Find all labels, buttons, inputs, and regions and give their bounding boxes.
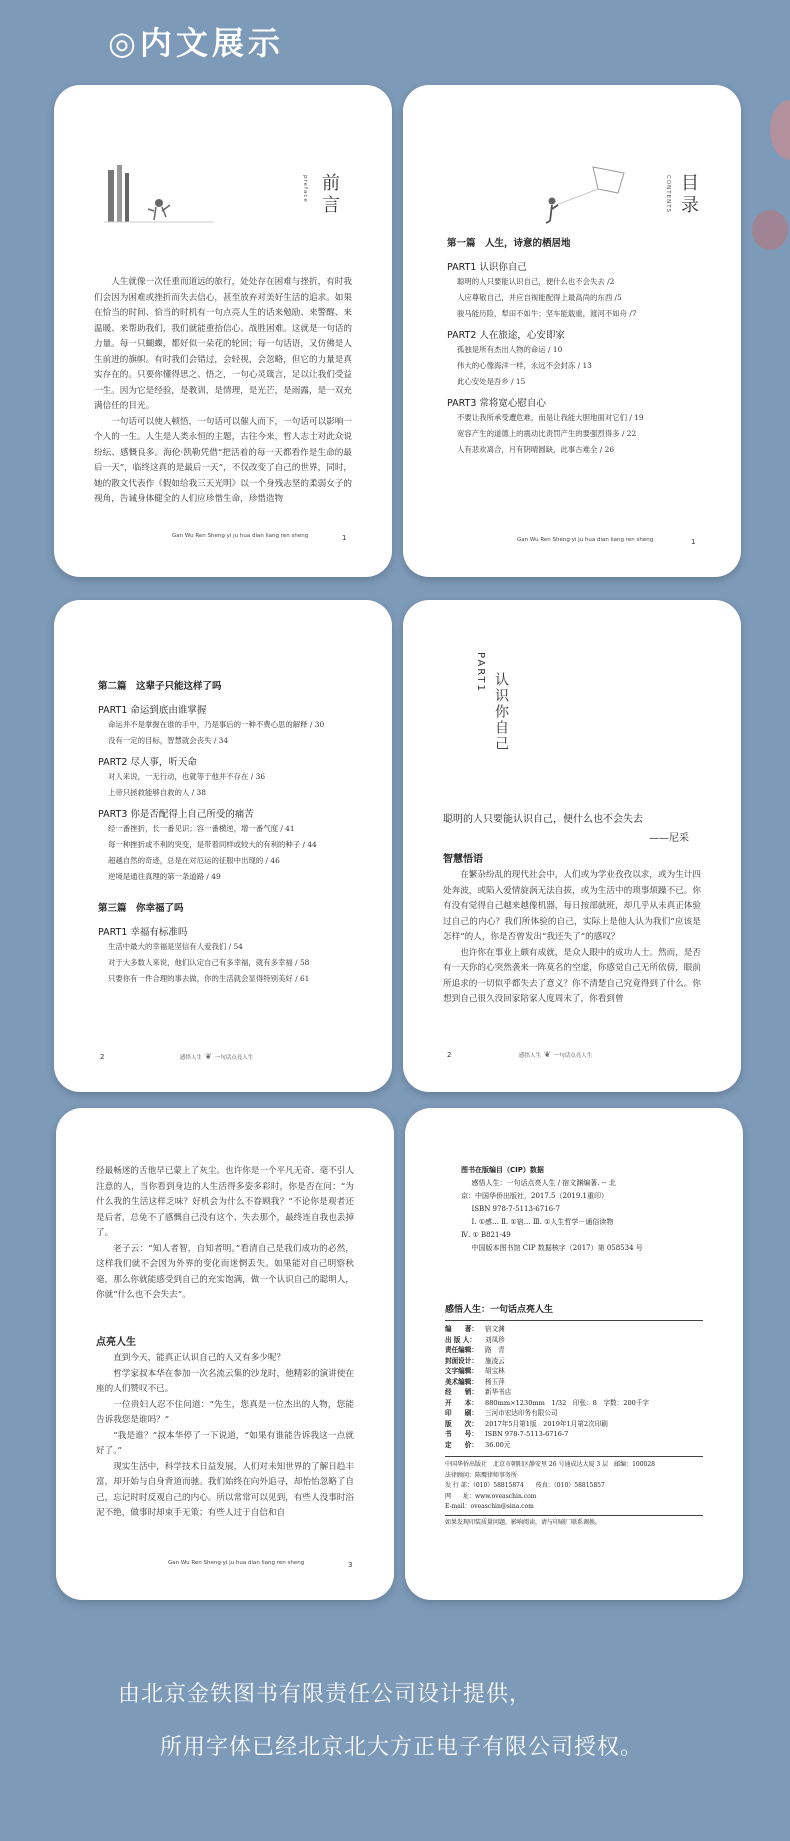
toc-part-2[interactable]: PART2 尽人事，听天命 — [98, 757, 197, 768]
details-value: 胡宝林 — [485, 1367, 505, 1375]
details-row — [445, 1324, 705, 1335]
footer-left-part: Gan Wu Ren Sheng·yi ju hua dian liang ren sheng — [172, 533, 309, 539]
divider — [445, 1456, 703, 1457]
toc-item[interactable]: 逆境是通往真理的第一条道路 / 49 — [108, 872, 221, 881]
details-value: 宿文渊 — [485, 1325, 505, 1333]
footer-right-part: 一句话点亮人生 — [553, 1053, 593, 1059]
details-key: 书 号： — [445, 1430, 478, 1438]
preface-title-en: preface — [302, 175, 308, 203]
details-key: 定 价： — [445, 1440, 478, 1449]
chapter-quote: 聪明的人只要能认识自己，便什么也不会失去 — [443, 814, 643, 825]
chapter-body — [443, 868, 701, 1008]
page-body-text — [56, 1108, 394, 1600]
preface-title: 前言 — [319, 173, 340, 217]
page-footer-text — [168, 1560, 304, 1566]
toc-item[interactable]: 生活中最大的幸福是坚信有人爱我们 / 54 — [108, 942, 243, 951]
details-value: 36.00元 — [485, 1440, 511, 1449]
page-footer-text — [519, 1050, 592, 1059]
toc-item[interactable]: 经一番挫折，长一番见识；容一番横逆，增一番气度 / 41 — [108, 824, 295, 833]
page-preface — [54, 85, 392, 577]
details-key: 版 次： — [445, 1419, 478, 1428]
preface-paragraph-2: 一句话可以使人顿悟，一句话可以催人而下，一句话可以影响一个人的一生。人生是人类永恒的主题，古往今来，哲人志士对此众说纷纭、感慨良多。海伦·凯勒凭借“把活着的每一天都看作是生命的最后一天”，临终这真的是最后一天”，不仅改变了自己的世界，同时，她的散文代表作《假如给我三天光明》以一个身残志坚的柔弱女子的视角，告诫身体健全的人们应珍惜生命，珍惜造物 — [94, 416, 353, 504]
details-value: 路 青 — [485, 1346, 505, 1354]
page-number: 1 — [691, 538, 696, 546]
cip-line: ISBN 978-7-5113-6716-7 — [471, 1205, 560, 1213]
body-paragraph: 现实生活中，科学技术日益发展，人们对未知世界的了解日趋丰富，却开始与自身背道而驰。我们始终在向外追寻，却怡怡忽略了自己，忘记时时反观自己的内心。所以常常可以见到，有些人没事时浴泥不绝，做事时却束手无策；有些人过于自信和自 — [96, 1461, 354, 1518]
toc-item[interactable]: 骏马能历险，犁田不如牛；坚车能载重，渡河不如舟 /7 — [457, 309, 637, 318]
trees-illustration-icon — [104, 165, 214, 225]
toc-item[interactable]: 人应尊敬自己，并应自视能配得上最高尚的东西 /5 — [457, 293, 622, 302]
footer-right-part: 一句话点亮人生 — [214, 1055, 254, 1061]
toc-item[interactable]: 宽容产生的道德上的震动比责罚产生的要强烈得多 / 22 — [457, 429, 637, 438]
toc-item[interactable]: 孤独是所有杰出人物的命运 / 10 — [457, 345, 563, 354]
kite-figure-illustration-icon — [538, 165, 628, 225]
details-key: 编 著： — [445, 1325, 478, 1333]
chapter-title: 认识你自己 — [493, 672, 509, 752]
page-number: 1 — [342, 534, 347, 542]
page-header-title: ◎内文展示 — [108, 24, 284, 62]
cip-line: Ⅰ. ①感… Ⅱ. ①宿… Ⅲ. ①人生哲学－通俗读物 — [471, 1218, 614, 1226]
details-key: 出 版 人： — [445, 1335, 476, 1344]
toc-part-1[interactable]: PART1 幸福有标准吗 — [98, 927, 188, 938]
body-paragraph: “我是谁？”叔本华停了一下说道，“如果有谁能告诉我这一点就好了。” — [96, 1430, 354, 1456]
toc-item[interactable]: 不要让我所承受遭危难，而是让我能大胆地面对它们 / 19 — [457, 413, 644, 422]
page-number: 2 — [447, 1051, 452, 1059]
toc-item[interactable]: 对人来说，一无行动，也就等于他并不存在 / 36 — [108, 772, 266, 781]
credit-line-1: 由北京金铁图书有限责任公司设计提供， — [118, 1682, 533, 1707]
preface-body — [94, 275, 352, 508]
details-row — [445, 1345, 705, 1356]
toc-item[interactable]: 伟大的心像海洋一样，永远不会封冻 / 13 — [457, 361, 592, 370]
cip-line: 感悟人生：一句话点亮人生 / 宿文渊编著. -- 北 — [471, 1179, 616, 1187]
body-paragraph-1: 在繁杂纷乱的现代社会中，人们或为学业孜孜以求，或为生计四处奔波，或陷入爱情旋涡无法自拔，或为生活中的琐事烦躁不已。你有没有觉得自己越来越像机器，每日按部就班，却几乎从未真正体验过自己的内心？我们所体验的自己，实际上是他人认为我们“应该是怎样”的人，你是否曾发出“我还失了”的感叹？ — [443, 870, 701, 942]
cip-title: 图书在版编目（CIP）数据 — [461, 1166, 544, 1174]
decorative-blob-top — [770, 100, 790, 160]
quality-notice: 如果发现印装质量问题，影响阅读，请与印刷厂联系调换。 — [445, 1519, 602, 1526]
page-number: 3 — [348, 1561, 353, 1569]
toc-part-1[interactable]: PART1 认识你自己 — [447, 262, 527, 273]
details-row — [445, 1377, 705, 1388]
toc-list — [447, 235, 717, 461]
toc-part-3[interactable]: PART3 常将宽心慰自心 — [447, 398, 546, 409]
section-heading: 点亮人生 — [96, 1337, 136, 1348]
details-row — [445, 1419, 705, 1430]
details-row — [445, 1408, 705, 1419]
details-key: 文字编辑： — [445, 1367, 478, 1375]
details-row — [445, 1387, 705, 1398]
details-value: 施凌云 — [485, 1356, 505, 1365]
section-heading: 智慧悟语 — [443, 854, 483, 865]
details-key: 美术编辑： — [445, 1377, 478, 1386]
toc-chapter-3[interactable]: 第三篇 你幸福了吗 — [98, 903, 184, 914]
fleuron-icon: ❦ — [205, 1052, 212, 1061]
details-value: 新华书店 — [485, 1388, 512, 1396]
toc-chapter-1[interactable]: 第一篇 人生，诗意的栖居地 — [447, 238, 571, 249]
contents-title: 目录 — [678, 173, 699, 217]
details-value: 刘凤珍 — [485, 1335, 505, 1344]
cip-line: 中国版本图书馆 CIP 数据核字（2017）第 058534 号 — [471, 1244, 643, 1252]
toc-item[interactable]: 命运并不是掌握在谁的手中，乃是事后的一种不费心思的解释 / 30 — [108, 720, 325, 729]
details-value: ISBN 978-7-5113-6716-7 — [485, 1430, 569, 1438]
website: 网 址：www.oveaschin.com — [445, 1492, 537, 1500]
toc-item[interactable]: 每一种挫折或不利的突变，是带着同样或较大的有利的种子 / 44 — [108, 840, 317, 849]
cip-line: Ⅳ. ① B821-49 — [461, 1231, 511, 1239]
footer-left-part: 感悟人生 — [519, 1053, 542, 1059]
details-value: 880mm×1230mm 1/32 印张：8 字数：200千字 — [485, 1398, 650, 1407]
toc-item[interactable]: 超越自然的奇迹，总是在对厄运的征服中出现的 / 46 — [108, 856, 280, 865]
body-paragraph: 一位贵妇人忍不住问道：“先生，您真是一位杰出的人物，您能告诉我您是谁吗？” — [96, 1399, 354, 1425]
details-key: 责任编辑： — [445, 1346, 478, 1354]
footer-left-part: Gan Wu Ren Sheng·yi ju hua dian liang ren sheng — [517, 537, 654, 543]
divider — [445, 1320, 703, 1321]
divider — [445, 1515, 703, 1516]
toc-chapter-2[interactable]: 第二篇 这辈子只能这样了吗 — [98, 681, 222, 692]
publishing-details — [445, 1324, 705, 1450]
page-chapter-opening — [403, 600, 741, 1092]
details-key: 经 销： — [445, 1388, 478, 1396]
body-paragraph: 直到今天，能真正认识自己的人又有多少呢？ — [113, 1353, 286, 1363]
details-key: 开 本： — [445, 1398, 478, 1407]
footer-left-part: 感悟人生 — [180, 1055, 203, 1061]
quote-author: ——尼采 — [649, 833, 689, 844]
book-title-block — [445, 1304, 705, 1317]
credit-line-2: 所用字体已经北京北大方正电子有限公司授权。 — [160, 1735, 644, 1760]
body-text-block-2 — [96, 1351, 354, 1522]
email: E-mail：oveaschin@sina.com — [445, 1503, 534, 1510]
details-row — [445, 1429, 705, 1440]
page-footer-text — [180, 1052, 253, 1061]
page-footer-text — [517, 537, 653, 543]
fleuron-icon: ❦ — [544, 1050, 551, 1059]
toc-item[interactable]: 人有悲欢离合，月有阴晴圆缺，此事古难全 / 26 — [457, 445, 615, 454]
body-paragraph-2: 也许你在事业上颇有成就，是众人眼中的成功人士。然而，是否有一天你的心突然袭来一阵莫名的空虚，你感觉自己无所依傍，眼前所追求的一切似乎都失去了意义？你不清楚自己究竟得到了什么。你想到自己很久没回家陪家人度周末了，你看到曾 — [443, 947, 701, 1004]
decorative-blob-bottom — [752, 210, 788, 250]
page-copyright — [405, 1108, 743, 1600]
book-title: 感悟人生：一句话点亮人生 — [445, 1305, 554, 1315]
contents-title-en: CONTENTS — [665, 175, 671, 214]
details-row — [445, 1398, 705, 1409]
publisher-address: 中国华侨出版社 北京市朝阳区静安里 26 号通成达大厦 3 层 邮编：100028 — [445, 1461, 655, 1468]
details-row — [445, 1440, 705, 1451]
details-key: 封面设计： — [445, 1356, 478, 1365]
page-footer-text — [172, 533, 308, 539]
page-contents-continued — [54, 600, 392, 1092]
footer-left-part: Gan Wu Ren Sheng·yi ju hua dian liang ren sheng — [168, 1560, 305, 1566]
legal-advisor: 法律顾问：陈鹰律师事务所 — [445, 1471, 518, 1479]
toc-item[interactable]: 聪明的人只要能认识自己，便什么也不会失去 /2 — [457, 277, 615, 286]
part-label: PART1 — [475, 652, 486, 693]
cip-line: 京：中国华侨出版社，2017.5（2019.1重印） — [461, 1192, 608, 1200]
body-paragraph-1: 经最畅迷的舌他早已蒙上了灰尘。也许你是一个平凡无奇、毫不引人注意的人，当你看到身边的人生活得多姿多彩时，你是否在问：“为什么我的生活这样乏味？好机会为什么不眷顾我？”不论你是观者还是后者，总免不了感慨自己没有这个、失去那个，最终连自我也丢掉了。 — [96, 1166, 354, 1238]
toc-part-2[interactable]: PART2 人在旅途，心安即家 — [447, 330, 565, 341]
details-row — [445, 1366, 705, 1377]
body-text-block-1 — [96, 1164, 354, 1304]
cip-block — [461, 1164, 711, 1255]
details-value: 杨玉萍 — [485, 1377, 505, 1386]
toc-item[interactable]: 只要你有一件合理的事去做，你的生活就会显得特别美好 / 61 — [108, 974, 310, 983]
details-row — [445, 1335, 705, 1346]
preface-paragraph-1: 人生就像一次任重而道远的旅行，处处存在困难与挫折，有时我们会因为困难或挫折而失去信心，甚至放弃对美好生活的追求。如果在恰当的时间、恰当的时机有一句点亮人生的话来勉励、来警醒、来温暖、来帮助我们，我们就能重拾信心、战胜困难。这就是一句话的力量。每一只蝴蝶，都好似一朵花的轮回；每一句话语，又仿佛是人生前进的旗帜。有时我们会错过，会轻视，会忽略，但它的力量是真实存在的。只要你懂得思之、悟之，一句心灵箴言，足以让我们受益一生。因为它是经验，是教训，是情理，是光芒，是雨露，是一双充满信任的目光。 — [94, 277, 352, 411]
page-contents — [403, 85, 741, 577]
toc-part-1[interactable]: PART1 命运到底由谁掌握 — [98, 705, 207, 716]
sales-contact: 发 行 部：（010）58815874 传真：（010）58815857 — [445, 1482, 605, 1489]
details-key: 印 刷： — [445, 1409, 478, 1417]
toc-item[interactable]: 没有一定的目标，智慧就会丧失 / 34 — [108, 736, 229, 745]
details-value: 2017年5月第1版 2019年1月第2次印刷 — [485, 1419, 608, 1428]
details-row — [445, 1356, 705, 1367]
body-paragraph-2: 老子云：“知人者智，自知者明。”看清自己是我们成功的必然，这样我们就不会因为外界的变化而迷惘丢失。如果能对自己明察秋毫，那么你就能感受到自己的充实饱满，做一个认识自己的聪明人，你就“什么也不会失去”。 — [96, 1243, 354, 1300]
publisher-info — [445, 1460, 707, 1513]
toc-part-3[interactable]: PART3 你是否配得上自己所受的痛苦 — [98, 809, 254, 820]
toc-item[interactable]: 此心安处是吾乡 / 15 — [457, 377, 526, 386]
toc-item[interactable]: 对于大多数人来说，他们认定自己有多幸福，就有多幸福 / 58 — [108, 958, 310, 967]
body-paragraph: 哲学家叔本华在参加一次名流云集的沙龙时，他精彩的演讲使在座的人们赞叹不已。 — [96, 1368, 354, 1394]
toc-list-2 — [98, 678, 368, 990]
page-number: 2 — [100, 1053, 105, 1061]
toc-item[interactable]: 上帝只拯救能够自救的人 / 38 — [108, 788, 206, 797]
details-value: 三河市宏达印务有限公司 — [485, 1409, 558, 1417]
